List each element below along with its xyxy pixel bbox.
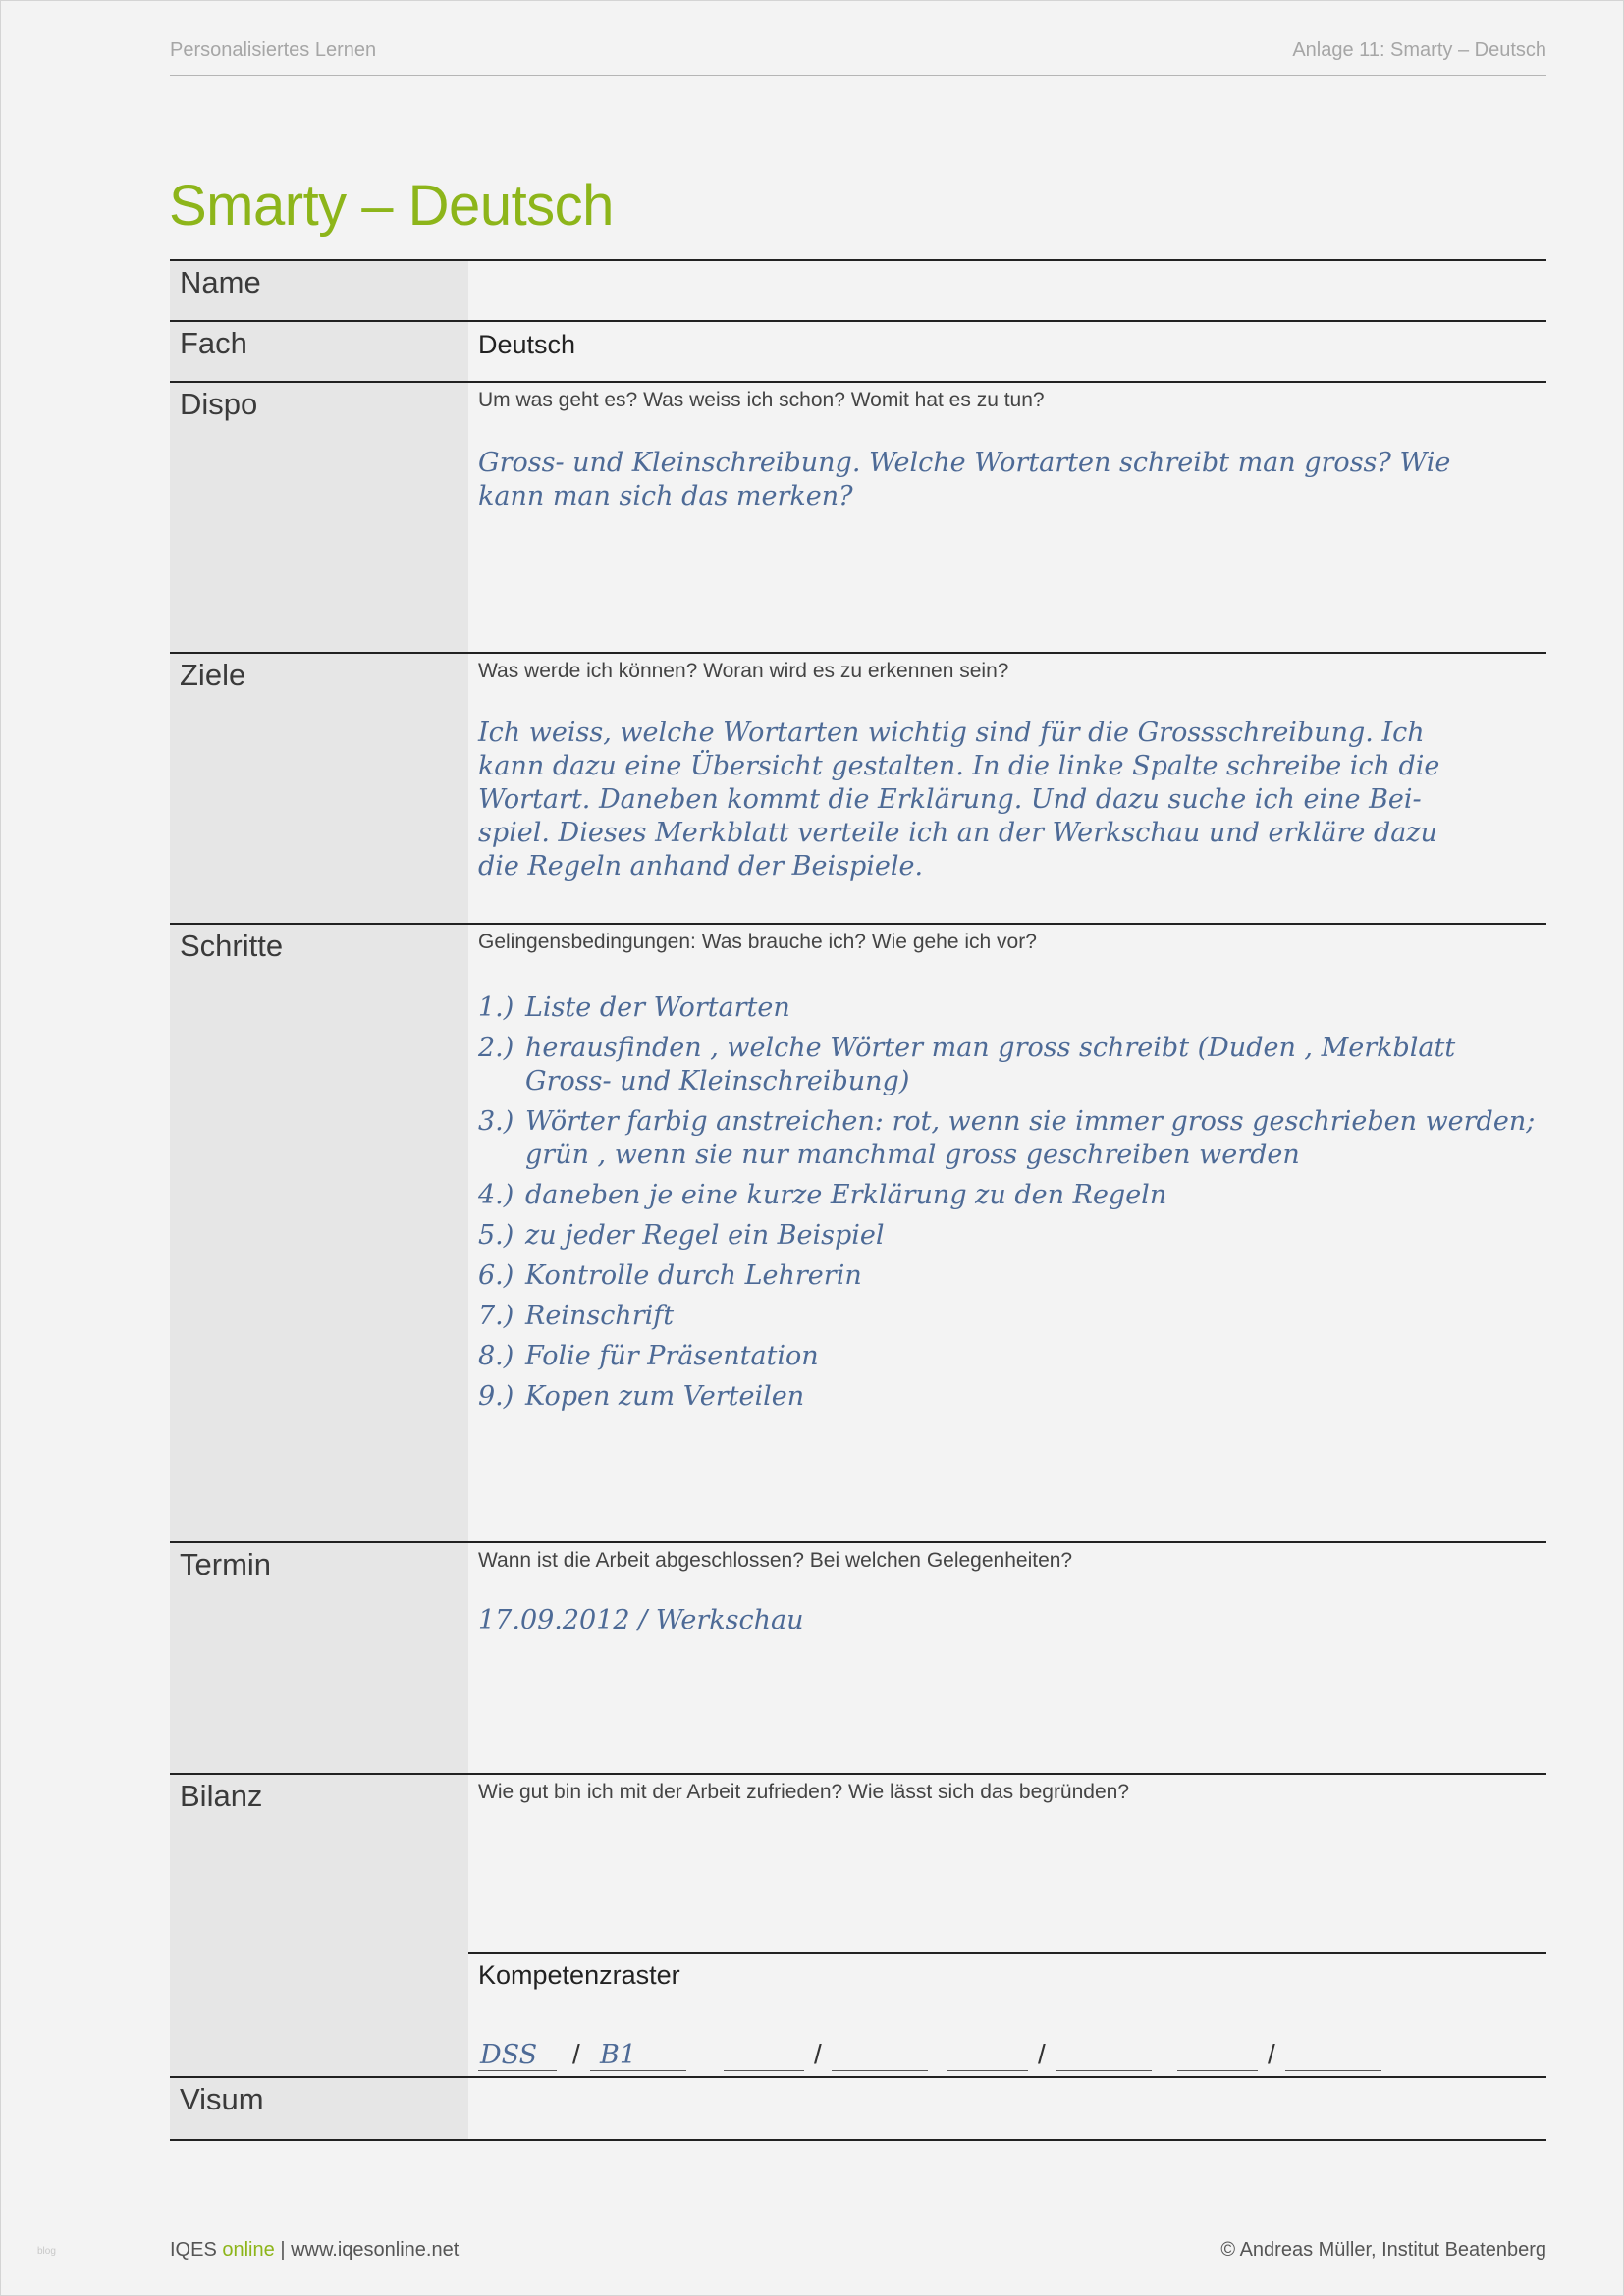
step-text: Liste der Wortarten: [525, 992, 790, 1023]
label-termin: Termin: [180, 1547, 272, 1581]
handwritten-line: kann man sich das merken?: [478, 481, 853, 511]
step-text: Kontrolle durch Lehrerin: [525, 1260, 862, 1291]
list-item: [478, 991, 1539, 1025]
handwritten-line: spiel. Dieses Merkblatt verteile ich an der Werkschau und erkläre dazu: [478, 818, 1437, 848]
kompetenz-blank-1b[interactable]: [590, 2035, 686, 2071]
visum-field[interactable]: [468, 2078, 1546, 2139]
footer-copyright: © Andreas Müller, Institut Beatenberg: [1220, 2239, 1546, 2261]
ziele-field[interactable]: [468, 654, 1546, 923]
label-fach: Fach: [180, 326, 247, 360]
row-termin: [170, 1541, 1546, 1773]
step-text: Kopen zum Verteilen: [525, 1381, 805, 1412]
slash-separator: /: [1268, 2039, 1275, 2069]
step-number: 1.): [478, 992, 514, 1023]
step-number: 2.): [478, 1033, 514, 1063]
list-item: [478, 1300, 1539, 1333]
step-text: zu jeder Regel ein Beispiel: [525, 1220, 885, 1251]
label-schritte: Schritte: [180, 929, 284, 963]
row-dispo: [170, 381, 1546, 652]
list-item: [478, 1259, 1539, 1293]
list-item: [478, 1179, 1539, 1212]
label-ziele: Ziele: [180, 658, 246, 692]
fach-field[interactable]: [468, 322, 1546, 381]
schritte-answer: [478, 991, 1539, 1420]
kompetenz-blank-2a[interactable]: [724, 2035, 804, 2071]
footer-url: | www.iqesonline.net: [280, 2239, 460, 2261]
page-header: [170, 37, 1546, 76]
dispo-answer: [478, 447, 1539, 513]
side-tag: blog: [37, 2246, 56, 2257]
label-bilanz: Bilanz: [180, 1779, 263, 1813]
slash-separator: /: [1038, 2039, 1046, 2069]
list-item: [478, 1219, 1539, 1253]
brand-accent: online: [222, 2239, 275, 2261]
step-number: 5.): [478, 1220, 514, 1251]
list-item: [478, 1340, 1539, 1373]
brand-name: IQES: [170, 2239, 217, 2261]
kompetenz-blank-3b[interactable]: [1056, 2035, 1152, 2071]
handwritten-line: Gross- und Kleinschreibung. Welche Wortarten schreibt man gross? Wie: [478, 448, 1451, 478]
row-label-cell: [170, 261, 468, 320]
header-right: Anlage 11: Smarty – Deutsch: [1292, 39, 1546, 61]
row-bilanz: [170, 1773, 1546, 2076]
footer-brand[interactable]: [170, 2239, 459, 2262]
row-ziele: [170, 652, 1546, 923]
list-item: [478, 1105, 1539, 1172]
fach-value: Deutsch: [478, 330, 576, 359]
handwritten-value: DSS: [480, 2040, 538, 2070]
row-visum: [170, 2076, 1546, 2141]
handwritten-line: Ich weiss, welche Wortarten wichtig sind für die Grossschreibung. Ich: [478, 718, 1425, 748]
name-field[interactable]: [468, 261, 1546, 320]
step-text: Folie für Präsentation: [525, 1341, 819, 1371]
ziele-prompt: Was werde ich können? Woran wird es zu erkennen sein?: [478, 660, 1009, 682]
bilanz-prompt: Wie gut bin ich mit der Arbeit zufrieden? Wie lässt sich das begründen?: [478, 1781, 1130, 1803]
termin-prompt: Wann ist die Arbeit abgeschlossen? Bei welchen Gelegenheiten?: [478, 1549, 1073, 1572]
termin-field[interactable]: [468, 1543, 1546, 1773]
steps-list: [478, 991, 1539, 1414]
kompetenz-blank-4b[interactable]: [1285, 2035, 1381, 2071]
kompetenz-blank-3a[interactable]: [947, 2035, 1028, 2071]
label-visum: Visum: [180, 2082, 264, 2116]
row-label-cell: [170, 2078, 468, 2139]
row-label-cell: [170, 383, 468, 652]
list-item: [478, 1032, 1539, 1098]
row-label-cell: [170, 322, 468, 381]
kompetenz-blank-4a[interactable]: [1177, 2035, 1258, 2071]
step-number: 7.): [478, 1301, 514, 1331]
row-schritte: [170, 923, 1546, 1541]
page-title: Smarty – Deutsch: [169, 174, 614, 238]
schritte-prompt: Gelingensbedingungen: Was brauche ich? Wie gehe ich vor?: [478, 931, 1037, 953]
header-left: Personalisiertes Lernen: [170, 39, 377, 61]
step-number: 6.): [478, 1260, 514, 1291]
handwritten-line: die Regeln anhand der Beispiele.: [478, 851, 924, 881]
handwritten-line: Wortart. Daneben kommt die Erklärung. Und dazu suche ich eine Bei-: [478, 784, 1422, 815]
kompetenzraster-title: Kompetenzraster: [478, 1960, 680, 1990]
label-dispo: Dispo: [180, 387, 258, 421]
row-fach: [170, 320, 1546, 381]
label-name: Name: [180, 265, 261, 299]
kompetenzraster-section: [468, 1952, 1546, 2076]
row-label-cell: [170, 1775, 468, 2076]
step-number: 3.): [478, 1106, 514, 1137]
smarty-form: [170, 259, 1546, 2141]
row-label-cell: [170, 1543, 468, 1773]
step-number: 4.): [478, 1180, 514, 1210]
step-text: Wörter farbig anstreichen: rot, wenn sie immer gross geschrieben werden; grün , wenn sie nur manchmal gross geschreiben werden: [525, 1106, 1536, 1170]
termin-answer: 17.09.2012 / Werkschau: [478, 1605, 804, 1635]
step-text: Reinschrift: [525, 1301, 675, 1331]
row-name: [170, 259, 1546, 320]
step-text: herausfinden , welche Wörter man gross schreibt (Duden , Merkblatt Gross- und Kleinschreibung): [525, 1033, 1456, 1096]
row-label-cell: [170, 925, 468, 1541]
schritte-field[interactable]: [468, 925, 1546, 1541]
kompetenz-blank-2b[interactable]: [832, 2035, 928, 2071]
step-text: daneben je eine kurze Erklärung zu den Regeln: [525, 1180, 1167, 1210]
handwritten-value: B1: [600, 2040, 637, 2070]
dispo-prompt: Um was geht es? Was weiss ich schon? Womit hat es zu tun?: [478, 389, 1045, 411]
slash-separator: /: [814, 2039, 822, 2069]
step-number: 8.): [478, 1341, 514, 1371]
list-item: [478, 1380, 1539, 1414]
ziele-answer: [478, 717, 1539, 883]
slash-separator: /: [572, 2039, 580, 2069]
row-label-cell: [170, 654, 468, 923]
handwritten-line: kann dazu eine Übersicht gestalten. In die linke Spalte schreibe ich die: [478, 751, 1440, 781]
bilanz-field[interactable]: [468, 1775, 1546, 2076]
kompetenz-blank-1a[interactable]: [478, 2035, 557, 2071]
dispo-field[interactable]: [468, 383, 1546, 652]
step-number: 9.): [478, 1381, 514, 1412]
